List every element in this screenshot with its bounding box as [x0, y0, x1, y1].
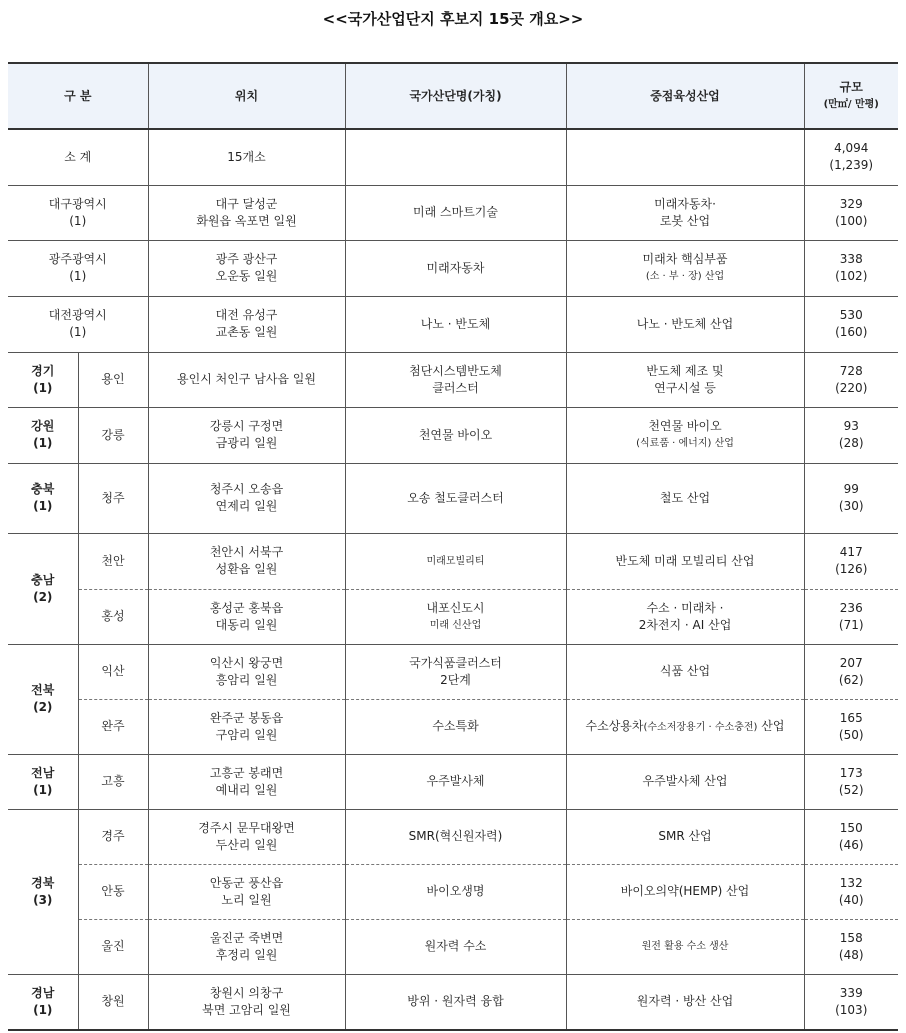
- scale-m2: 728: [839, 363, 863, 378]
- location-cell: [148, 589, 345, 644]
- scale-m2: 417: [839, 545, 863, 559]
- scale-cell: [804, 463, 898, 533]
- scale-m2: 236: [839, 600, 863, 615]
- complex-name-cell: 미래모빌리티: [345, 533, 566, 589]
- location-cell: [148, 864, 345, 919]
- industry-cell: [566, 352, 804, 407]
- location-line: 금광리 일원: [215, 436, 278, 450]
- industry-line: 2차전지 · AI 산업: [638, 617, 732, 632]
- scale-m2: 4,094: [834, 141, 869, 156]
- complex-name-cell: [345, 644, 566, 699]
- location-line: 강릉시 구정면: [209, 419, 284, 433]
- industry-cell: SMR 산업: [566, 809, 804, 864]
- city-cell: 안동: [78, 864, 148, 919]
- industry-detail: (수소저장용기 · 수소충전): [643, 721, 758, 733]
- province-cell: [8, 754, 78, 809]
- industry-cell: 철도 산업: [566, 463, 804, 533]
- location-line: 연제리 일원: [215, 499, 278, 513]
- location-line: 경주시 문무대왕면: [198, 820, 295, 835]
- table-row: [8, 699, 898, 754]
- table-row: [8, 864, 898, 919]
- location-line: 두산리 일원: [215, 837, 278, 852]
- complex-name-cell: 수소특화: [345, 699, 566, 754]
- scale-cell: [804, 919, 898, 974]
- province-cell: [8, 533, 78, 644]
- scale-m2: 158: [839, 930, 863, 945]
- scale-cell: [804, 974, 898, 1030]
- province-count: (1): [33, 499, 53, 513]
- scale-py: (100): [835, 213, 868, 228]
- city-cell: 강릉: [78, 407, 148, 463]
- city-cell: 용인: [78, 352, 148, 407]
- scale-cell: [804, 699, 898, 754]
- complex-name-cell: SMR(혁신원자력): [345, 809, 566, 864]
- complex-name-cell: 천연물 바이오: [345, 407, 566, 463]
- complex-name-line: 국가식품클러스터: [409, 655, 502, 670]
- industry-cell: [566, 240, 804, 296]
- scale-py: (71): [838, 617, 864, 632]
- city-cell: 천안: [78, 533, 148, 589]
- province-cell: [8, 974, 78, 1030]
- scale-cell: [804, 185, 898, 240]
- location-cell: [148, 754, 345, 809]
- industry-line: (소 · 부 · 장) 산업: [645, 271, 725, 282]
- city-cell: 고흥: [78, 754, 148, 809]
- location-line: 노리 일원: [221, 892, 272, 907]
- city-cell: 익산: [78, 644, 148, 699]
- location-line: 구암리 일원: [215, 727, 278, 742]
- industry-line: (식료품 · 에너지) 산업: [636, 438, 734, 449]
- location-cell: [148, 699, 345, 754]
- city-cell: 청주: [78, 463, 148, 533]
- location-line: 안동군 풍산읍: [209, 875, 284, 890]
- industry-line: 수소 · 미래차 ·: [646, 600, 724, 615]
- province-cell: [8, 407, 78, 463]
- table-row: [8, 809, 898, 864]
- scale-cell: [804, 644, 898, 699]
- industry-cell: 나노 · 반도체 산업: [566, 296, 804, 352]
- table-row: [8, 185, 898, 240]
- scale-py: (220): [835, 380, 868, 395]
- scale-cell: [804, 589, 898, 644]
- complex-name-cell: 미래자동차: [345, 240, 566, 296]
- industry-line: 천연물 바이오: [648, 419, 722, 433]
- scale-py: (103): [835, 1002, 868, 1017]
- region-count: (1): [69, 325, 87, 339]
- location-line: 대전 유성구: [215, 308, 278, 322]
- header-location: 위치: [148, 63, 345, 129]
- industry-cell: [566, 589, 804, 644]
- industry-line: 미래자동차·: [654, 196, 716, 211]
- province-name: 경북: [31, 875, 55, 890]
- province-count: (2): [33, 589, 53, 604]
- city-cell: 창원: [78, 974, 148, 1030]
- complex-name-cell: [345, 589, 566, 644]
- subtotal-count: 15개소: [148, 129, 345, 185]
- region-cell: [8, 185, 148, 240]
- industry-cell: [566, 699, 804, 754]
- scale-py: (28): [838, 436, 864, 450]
- scale-py: (48): [838, 947, 864, 962]
- province-name: 충남: [31, 572, 55, 587]
- complex-name-cell: 우주발사체: [345, 754, 566, 809]
- location-line: 울진군 죽변면: [209, 930, 284, 945]
- table-row: [8, 296, 898, 352]
- candidate-sites-table: [8, 62, 898, 1031]
- region-cell: [8, 296, 148, 352]
- industry-cell: [566, 407, 804, 463]
- scale-m2: 338: [839, 252, 863, 266]
- scale-m2: 150: [839, 820, 863, 835]
- location-line: 대동리 일원: [215, 617, 278, 632]
- region-name: 대전광역시: [48, 308, 107, 322]
- industry-cell: 원자력 · 방산 산업: [566, 974, 804, 1030]
- scale-cell: [804, 352, 898, 407]
- region-count: (1): [69, 213, 87, 228]
- province-name: 전남: [31, 765, 55, 780]
- table-header-row: [8, 63, 898, 129]
- province-name: 강원: [31, 419, 55, 433]
- table-row: [8, 974, 898, 1030]
- scale-cell: [804, 809, 898, 864]
- scale-cell: [804, 864, 898, 919]
- scale-m2: 99: [843, 482, 859, 496]
- scale-cell: [804, 296, 898, 352]
- location-cell: [148, 296, 345, 352]
- table-row: [8, 644, 898, 699]
- location-cell: [148, 644, 345, 699]
- location-cell: [148, 533, 345, 589]
- province-count: (2): [33, 700, 53, 714]
- location-line: 천안시 서북구: [209, 545, 284, 559]
- industry-cell: [566, 185, 804, 240]
- table-row: [8, 919, 898, 974]
- header-category: 구 분: [8, 63, 148, 129]
- location-cell: [148, 809, 345, 864]
- industry-cell: 원전 활용 수소 생산: [566, 919, 804, 974]
- city-cell: 완주: [78, 699, 148, 754]
- scale-cell: [804, 754, 898, 809]
- scale-cell: [804, 240, 898, 296]
- location-cell: [148, 185, 345, 240]
- province-count: (1): [33, 436, 53, 450]
- table-row: [8, 533, 898, 589]
- industry-line: 연구시설 등: [654, 380, 716, 395]
- industry-suffix: 산업: [757, 718, 785, 733]
- header-scale: [804, 63, 898, 129]
- complex-name-line: 첨단시스템반도체: [409, 363, 502, 378]
- province-count: (3): [33, 892, 53, 907]
- industry-cell: 반도체 미래 모빌리티 산업: [566, 533, 804, 589]
- table-row: [8, 240, 898, 296]
- table-row: [8, 407, 898, 463]
- location-line: 예내리 일원: [215, 782, 278, 797]
- region-count: (1): [69, 269, 87, 283]
- scale-cell: [804, 533, 898, 589]
- scale-m2: 530: [839, 308, 863, 322]
- scale-m2: 329: [839, 196, 863, 211]
- scale-m2: 207: [839, 655, 863, 670]
- scale-py: (30): [838, 499, 864, 513]
- location-line: 성환읍 일원: [215, 562, 278, 576]
- scale-py: (40): [838, 892, 864, 907]
- province-cell: [8, 809, 78, 974]
- industry-line: 반도체 제조 및: [646, 363, 724, 378]
- complex-name-cell: [345, 352, 566, 407]
- complex-name-cell: 방위 · 원자력 융합: [345, 974, 566, 1030]
- subtotal-label: 소 계: [8, 129, 148, 185]
- table-row: [8, 589, 898, 644]
- complex-name-cell: 미래 스마트기술: [345, 185, 566, 240]
- province-cell: [8, 352, 78, 407]
- subtotal-name-empty: [345, 129, 566, 185]
- location-line: 청주시 오송읍: [209, 482, 284, 496]
- subtotal-row: [8, 129, 898, 185]
- location-cell: [148, 974, 345, 1030]
- region-cell: [8, 240, 148, 296]
- complex-name-line: 미래 신산업: [429, 619, 482, 631]
- complex-name-cell: 나노 · 반도체: [345, 296, 566, 352]
- location-cell: [148, 240, 345, 296]
- complex-name-line: 내포신도시: [426, 600, 485, 615]
- scale-cell: [804, 407, 898, 463]
- header-complex-name: 국가산단명(가칭): [345, 63, 566, 129]
- scale-py: (62): [838, 672, 864, 687]
- subtotal-scale: [804, 129, 898, 185]
- city-cell: 홍성: [78, 589, 148, 644]
- province-name: 충북: [31, 482, 55, 496]
- complex-name-cell: 오송 철도클러스터: [345, 463, 566, 533]
- region-name: 광주광역시: [48, 252, 107, 266]
- location-cell: 용인시 처인구 남사읍 일원: [148, 352, 345, 407]
- province-count: (1): [33, 1002, 53, 1017]
- location-line: 완주군 봉동읍: [209, 710, 284, 725]
- industry-cell: 바이오의약(HEMP) 산업: [566, 864, 804, 919]
- scale-m2: 93: [843, 419, 859, 433]
- location-line: 교촌동 일원: [215, 325, 278, 339]
- scale-py: (126): [835, 562, 868, 576]
- location-line: 익산시 왕궁면: [209, 655, 284, 670]
- complex-name-line: 클러스터: [432, 380, 479, 395]
- region-name: 대구광역시: [48, 196, 107, 211]
- industry-line: 로봇 산업: [659, 213, 711, 228]
- scale-py: (102): [835, 269, 868, 283]
- industry-line: 미래차 핵심부품: [642, 252, 728, 266]
- province-name: 경기: [31, 363, 55, 378]
- province-name: 전북: [31, 683, 55, 697]
- header-scale-label: 규모: [839, 80, 863, 94]
- table-row: [8, 754, 898, 809]
- location-line: 대구 달성군: [215, 196, 278, 211]
- city-cell: 울진: [78, 919, 148, 974]
- scale-py: (52): [838, 782, 864, 797]
- location-line: 오운동 일원: [215, 269, 278, 283]
- location-line: 흥암리 일원: [215, 672, 278, 687]
- location-line: 창원시 의창구: [209, 985, 284, 1000]
- complex-name-cell: 원자력 수소: [345, 919, 566, 974]
- location-line: 화원읍 옥포면 일원: [196, 213, 297, 228]
- table-row: [8, 463, 898, 533]
- industry-cell: 식품 산업: [566, 644, 804, 699]
- scale-m2: 132: [839, 875, 863, 890]
- subtotal-industry-empty: [566, 129, 804, 185]
- location-line: 고흥군 봉래면: [209, 765, 284, 780]
- document-title: <<국가산업단지 후보지 15곳 개요>>: [322, 10, 584, 28]
- province-cell: [8, 463, 78, 533]
- table-row: [8, 352, 898, 407]
- complex-name-cell: 바이오생명: [345, 864, 566, 919]
- location-line: 후정리 일원: [215, 947, 278, 962]
- header-industry: 중점육성산업: [566, 63, 804, 129]
- location-line: 광주 광산구: [215, 252, 278, 266]
- industry-cell: 우주발사체 산업: [566, 754, 804, 809]
- city-cell: 경주: [78, 809, 148, 864]
- province-cell: [8, 644, 78, 754]
- scale-py: (46): [838, 837, 864, 852]
- location-line: 홍성군 홍북읍: [209, 600, 284, 615]
- scale-py: (160): [835, 325, 868, 339]
- scale-m2: 173: [839, 765, 863, 780]
- province-count: (1): [33, 782, 53, 797]
- province-count: (1): [33, 380, 53, 395]
- industry-main: 수소상용차: [585, 718, 644, 733]
- scale-m2: 339: [839, 985, 863, 1000]
- scale-m2: 165: [839, 710, 863, 725]
- province-name: 경남: [31, 985, 55, 1000]
- complex-name-line: 2단계: [440, 672, 471, 687]
- scale-py: (50): [838, 727, 864, 742]
- location-cell: [148, 463, 345, 533]
- scale-py: (1,239): [829, 158, 874, 173]
- location-cell: [148, 407, 345, 463]
- location-line: 북면 고암리 일원: [202, 1002, 291, 1017]
- header-scale-unit: (만㎡/ 만평): [823, 99, 879, 110]
- location-cell: [148, 919, 345, 974]
